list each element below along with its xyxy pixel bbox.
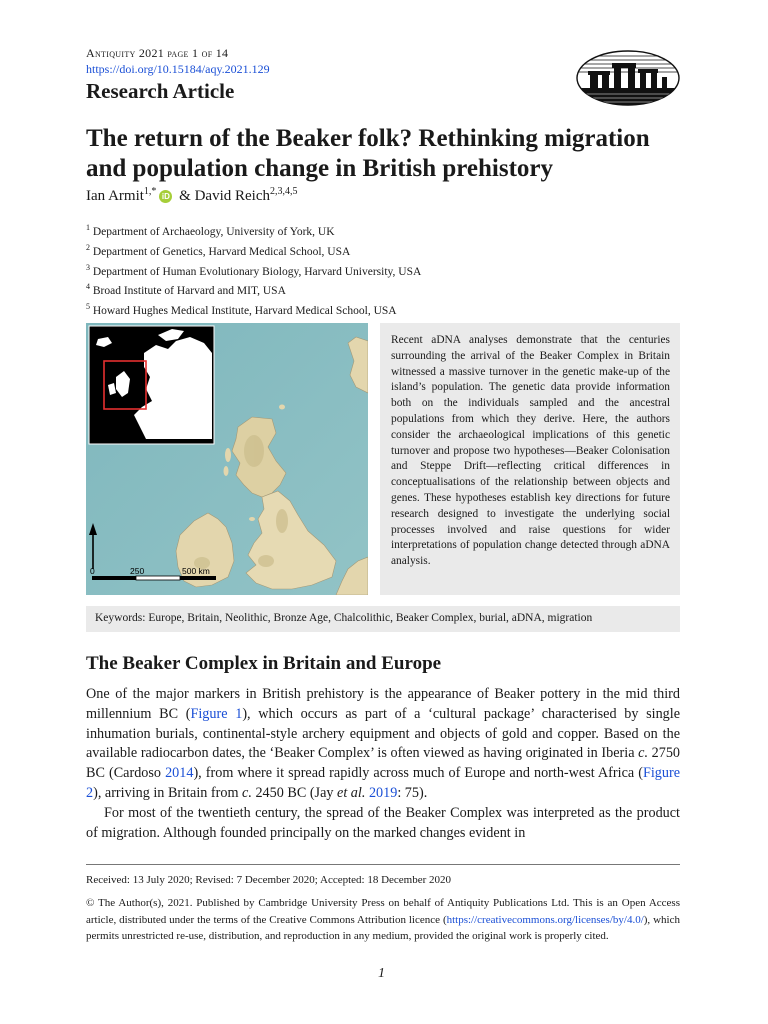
affiliation-item: $^5$ Howard Hughes Medical Institute, Harvard Medical School, USA xyxy=(86,302,397,318)
scale-label: 0 xyxy=(90,566,95,576)
citation-link[interactable]: 2014 xyxy=(165,765,194,782)
keywords-box: Keywords: Europe, Britain, Neolithic, Bronze Age, Chalcolithic, Beaker Complex, burial, aDNA, migration xyxy=(86,606,680,632)
affiliation-item: $^1$ Department of Archaeology, University of York, UK xyxy=(86,223,335,238)
paragraph: For most of the twentieth century, the spread of the Beaker Complex was interpreted as the product of migration. Although founded principally on the marked changes evident in xyxy=(86,804,680,841)
figure-ref-link[interactable]: Figure 2 xyxy=(86,765,680,801)
affiliation-item: $^2$ Department of Genetics, Harvard Medical School, USA xyxy=(86,242,351,258)
article-type: Research Article xyxy=(86,79,235,103)
page-number: 1 xyxy=(378,966,385,981)
scale-label: 500 km xyxy=(182,566,210,576)
section-heading: The Beaker Complex in Britain and Europe xyxy=(86,653,442,674)
author-line xyxy=(86,186,297,205)
author-name: David Reich xyxy=(194,188,270,204)
figure-ref-link[interactable]: Figure 1 xyxy=(190,705,243,722)
author-separator: & xyxy=(179,188,191,204)
journal-line: Antiquity 2021 page 1 of 14 xyxy=(86,46,229,60)
antiquity-stonehenge-logo xyxy=(576,50,680,106)
europe-inset-map xyxy=(89,326,214,444)
abstract-box: Recent aDNA analyses demonstrate that the centuries surrounding the arrival of the Beaker Complex in Britain witnessed a massive turnover in the genetic make-up of the island’s population. The genetic data provide information both on the individuals sampled and the ancestral populations from which they derive. Here, the authors consider the archaeological implications of this genetic turnover and propose two hypotheses—Beaker Colonisation and Steppe Drift—reflecting critical differences in conceptualisations of the relationship between objects and genes. These hypotheses establish key directions for future research designed to investigate the underlying social processes involved and raise questions for wider interpretations of population change detected through aDNA analysis. xyxy=(380,323,680,595)
author-affil-marks: 1,* xyxy=(143,186,157,197)
license-link[interactable]: https://creativecommons.org/licenses/by/4.0/ xyxy=(446,913,644,926)
author-name: Ian Armit xyxy=(86,188,144,204)
affiliations-list xyxy=(86,220,421,339)
footer-divider xyxy=(86,864,680,865)
doi-link[interactable]: https://doi.org/10.15184/aqy.2021.129 xyxy=(86,62,270,76)
citation-link[interactable]: 2019 xyxy=(368,784,398,801)
scale-label: 250 xyxy=(130,566,145,576)
graphical-abstract-map xyxy=(86,323,368,595)
article-title: The return of the Beaker folk? Rethinking migration and population change in British prehistory xyxy=(86,125,650,182)
received-dates: Received: 13 July 2020; Revised: 7 December 2020; Accepted: 18 December 2020 xyxy=(86,874,452,886)
paragraph: One of the major markers in British prehistory is the appearance of Beaker pottery in the mid third millennium BC (Figure 1), which occurs as part of a ‘cultural package’ characterised by single inhumation burials, continental-style archery equipment and objects of gold and copper. Based on the available radiocarbon dates, the ‘Beaker Complex’ is often viewed as having originated in Iberia c. 2750 BC (Cardoso 2014), from where it spread rapidly across much of Europe and north-west Africa (Figure 2), arriving in Britain from c. 2450 BC (Jay et al. 2019: 75). xyxy=(86,686,681,801)
orcid-icon[interactable]: iD xyxy=(159,190,172,203)
body-text xyxy=(86,685,680,843)
affiliation-item: $^3$ Department of Human Evolutionary Biology, Harvard University, USA xyxy=(86,262,422,278)
affiliation-item: $^4$ Broad Institute of Harvard and MIT, USA xyxy=(86,282,286,298)
license-text: © The Author(s), 2021. Published by Cambridge University Press on behalf of Antiquity Publications Ltd. This is an Open Access article, distributed under the terms of the Creative Commons Attribution licence (https://creativecommons.org/licenses/by/4.0/), which permits unrestricted re-use, distribution, and reproduction in any medium, provided the original work is properly cited. xyxy=(86,897,680,942)
author-affil-marks: 2,3,4,5 xyxy=(269,186,298,197)
